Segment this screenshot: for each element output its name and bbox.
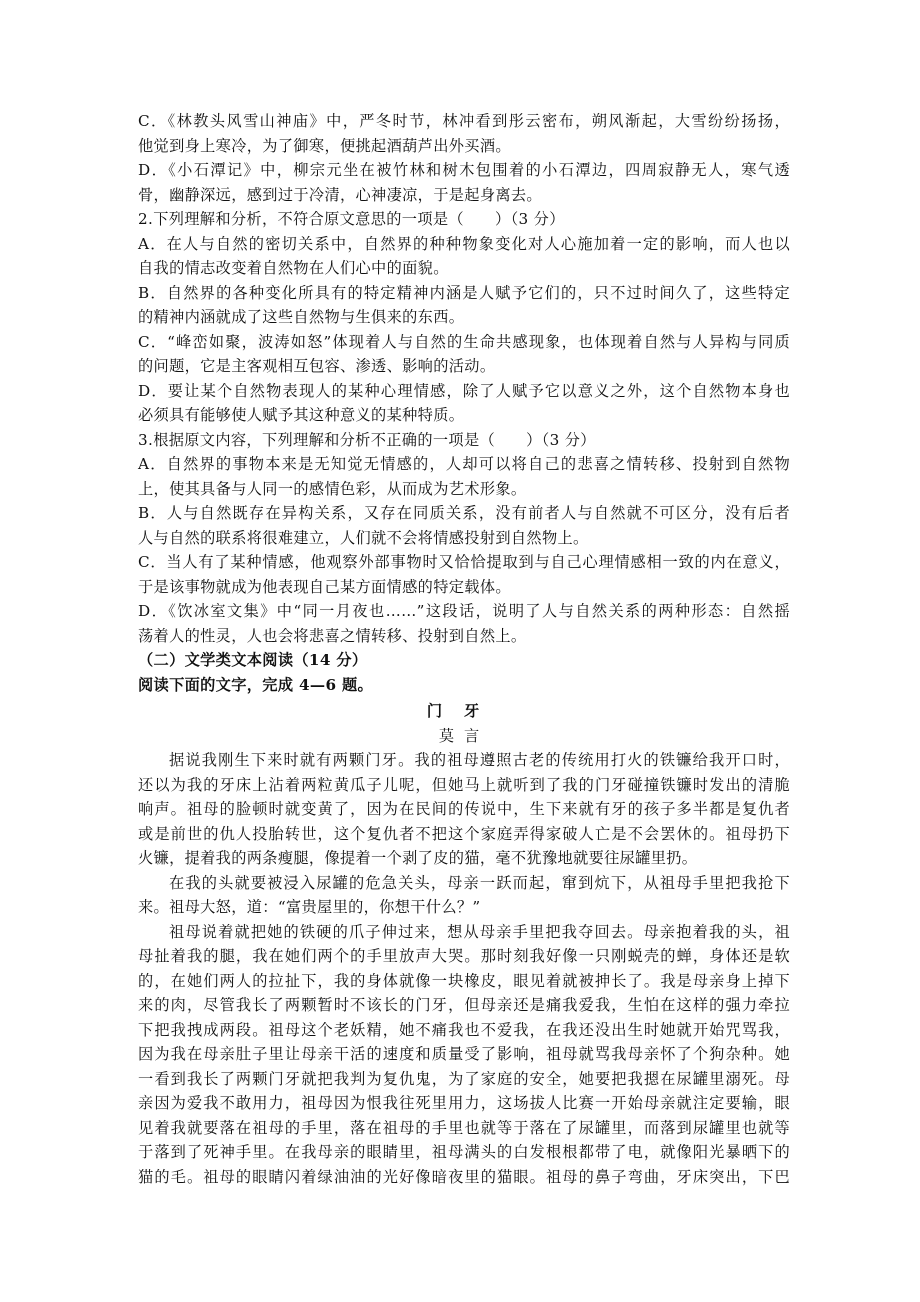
story-paragraph3-line8: 亲因为爱我不敢用力，祖母因为恨我往死里用力，这场拔人比赛一开始母亲就注定要输，眼	[138, 1094, 790, 1112]
question2-option-c-line1: C．“峰峦如聚，波涛如怒”体现着人与自然的生命共感现象，也体现着自然与人异构与同质	[138, 332, 790, 351]
question2-option-a-line2: 自我的情志改变着自然物在人们心中的面貌。	[138, 259, 449, 277]
story-paragraph3-line11: 猫的毛。祖母的眼睛闪着绿油油的光好像暗夜里的猫眼。祖母的鼻子弯曲，牙床突出，下巴	[138, 1167, 790, 1186]
question3-option-b-line2: 人与自然的联系将很难建立，人们就不会将情感投射到自然物上。	[138, 528, 589, 547]
question1-option-d-line1: D．《小石潭记》中，柳宗元坐在被竹林和树木包围着的小石潭边，四周寂静无人，寒气透	[138, 161, 790, 179]
section-heading: （二）文学类文本阅读（14 分）	[138, 651, 368, 669]
story-paragraph3-line6: 因为我在母亲肚子里让母亲干活的速度和质量受了影响，祖母就骂我母亲怀了个狗杂种。她	[138, 1045, 790, 1063]
question2-option-b-line2: 的精神内涵就成了这些自然物与生俱来的东西。	[138, 308, 465, 326]
story-paragraph3-line10: 于落到了死神手里。在我母亲的眼睛里，祖母满头的白发根根都带了电，就像阳光暴晒下的	[138, 1143, 790, 1161]
question1-option-d-line2: 骨，幽静深远，感到过于冷清，心神凄凉，于是起身离去。	[138, 185, 542, 204]
story-author: 莫言	[438, 726, 490, 745]
story-paragraph3-line5: 下把我拽成两段。祖母这个老妖精，她不痛我也不爱我，在我还没出生时她就开始咒骂我，	[138, 1020, 790, 1039]
story-paragraph2-line1: 在我的头就要被浸入尿罐的危急关头，母亲一跃而起，窜到炕下，从祖母手里把我抢下	[169, 873, 790, 892]
story-paragraph1-line4: 或是前世的仇人投胎转世，这个复仇者不把这个家庭弄得家破人亡是不会罢休的。祖母扔下	[138, 824, 790, 843]
question3-option-b-line1: B．人与自然既存在异构关系，又存在同质关系，没有前者人与自然就不可区分，没有后者	[138, 504, 790, 522]
exam-page	[138, 109, 790, 1189]
question1-option-c-line2: 他觉到身上寒冷，为了御寒，便挑起酒葫芦出外买酒。	[138, 136, 511, 155]
question3-option-d-line1: D．《饮冰室文集》中“同一月夜也……”这段话，说明了人与自然关系的两种形态：自然摇	[138, 602, 790, 620]
story-paragraph2-line2: 来。祖母大怒，道：“富贵屋里的，你想干什么？”	[138, 898, 481, 916]
question2-option-b-line1: B．自然界的各种变化所具有的特定精神内涵是人赋予它们的，只不过时间久了，这些特定	[138, 283, 790, 302]
story-paragraph1-line3: 响声。祖母的脸顿时就变黄了，因为在民间的传说中，生下来就有牙的孩子多半都是复仇者	[138, 800, 790, 818]
story-paragraph3-line9: 见着我就要落在祖母的手里，落在祖母的手里也就等于落在了尿罐里，而落到尿罐里也就等	[138, 1118, 790, 1137]
question3-option-a-line2: 上，使其具备与人同一的感情色彩，从而成为艺术形象。	[138, 479, 527, 498]
story-paragraph1-line1: 据说我刚生下来时就有两颗门牙。我的祖母遵照古老的传统用打火的铁镰给我开口时，	[169, 751, 790, 769]
question2-option-c-line2: 的问题，它是主客观相互包容、渗透、影响的活动。	[138, 357, 496, 375]
question3-stem: 3.根据原文内容，下列理解和分析不正确的一项是（ ）（3 分）	[138, 430, 596, 449]
question3-option-c-line2: 于是该事物就成为他表现自己某方面情感的特定载体。	[138, 577, 511, 596]
story-paragraph3-line7: 一看到我长了两颗门牙就把我判为复仇鬼，为了家庭的安全，她要把我摁在尿罐里溺死。母	[138, 1069, 790, 1088]
section-instruction: 阅读下面的文字，完成 4—6 题。	[138, 675, 374, 694]
question2-option-d-line2: 必须具有能够使人赋予其这种意义的某种特质。	[138, 406, 465, 424]
story-title: 门牙	[426, 702, 502, 720]
story-paragraph3-line2: 母扯着我的腿，我在她们两个的手里放声大哭。那时刻我好像一只刚蜕壳的蝉，身体还是软	[138, 947, 790, 965]
question3-option-c-line1: C．当人有了某种情感，他观察外部事物时又恰恰提取到与自己心理情感相一致的内在意义，	[138, 553, 790, 571]
story-paragraph3-line1: 祖母说着就把她的铁硬的爪子伸过来，想从母亲手里把我夺回去。母亲抱着我的头，祖	[169, 922, 790, 941]
question1-option-c-line1: C．《林教头风雪山神庙》中，严冬时节，林冲看到彤云密布，朔风渐起，大雪纷纷扬扬，	[138, 112, 790, 130]
story-paragraph3-line3: 的，在她们两人的拉扯下，我的身体就像一块橡皮，眼见着就被抻长了。我是母亲身上掉下	[138, 971, 790, 990]
question2-option-d-line1: D．要让某个自然物表现人的某种心理情感，除了人赋予它以意义之外，这个自然物本身也	[138, 381, 790, 400]
story-paragraph3-line4: 来的肉，尽管我长了两颗暂时不该长的门牙，但母亲还是痛我爱我，生怕在这样的强力牵拉	[138, 996, 790, 1014]
question2-stem: 2.下列理解和分析，不符合原文意思的一项是（ ）（3 分）	[138, 210, 565, 228]
question3-option-a-line1: A．自然界的事物本来是无知觉无情感的，人却可以将自己的悲喜之情转移、投射到自然物	[138, 455, 790, 473]
question3-option-d-line2: 荡着人的性灵，人也会将悲喜之情转移、投射到自然上。	[138, 626, 527, 645]
story-paragraph1-line2: 还以为我的牙床上沾着两粒黄瓜子儿呢，但她马上就听到了我的门牙碰撞铁镰时发出的清脆	[138, 775, 790, 794]
question2-option-a-line1: A．在人与自然的密切关系中，自然界的种种物象变化对人心施加着一定的影响，而人也以	[138, 234, 790, 253]
story-paragraph1-line5: 火镰，提着我的两条瘦腿，像提着一个剥了皮的猫，毫不犹豫地就要往尿罐里扔。	[138, 849, 698, 867]
